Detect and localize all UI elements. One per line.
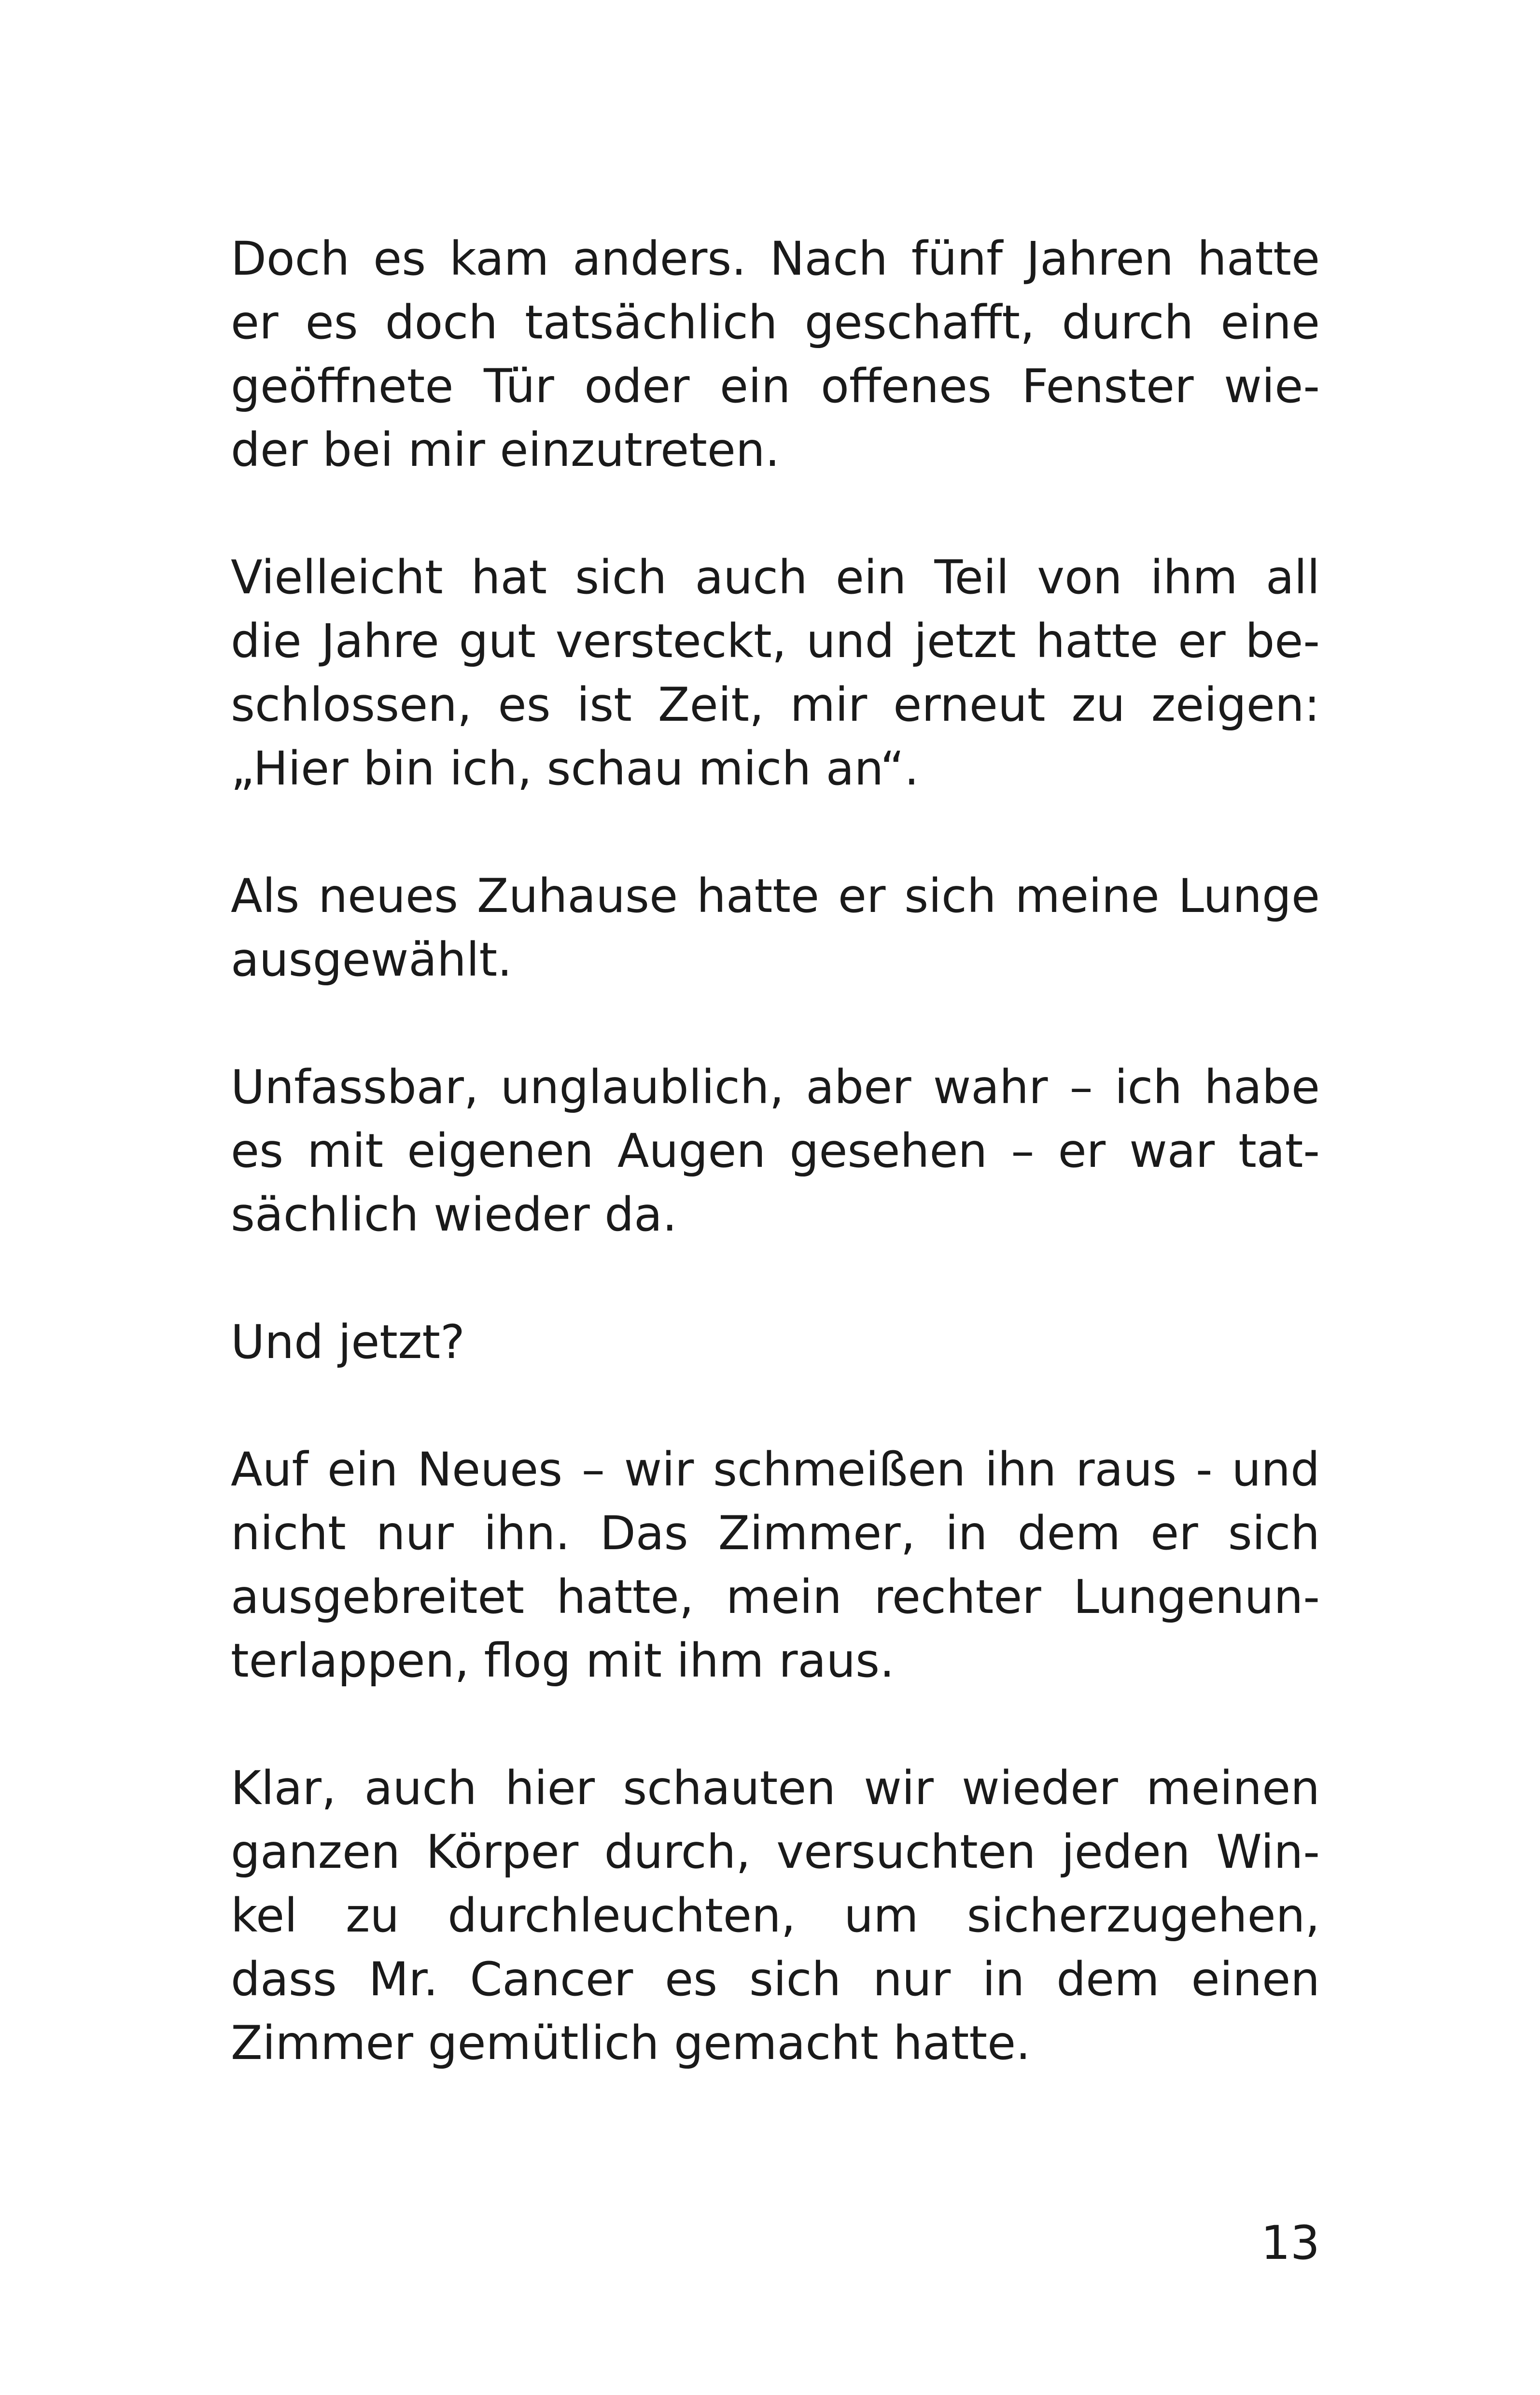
- text-line: ausgebreitet hatte, mein rechter Lungenun-: [231, 1570, 1320, 1624]
- paragraph: [231, 1756, 1320, 2075]
- text-line: ausgewählt.: [231, 933, 512, 987]
- text-line: ganzen Körper durch, versuchten jeden Win-: [231, 1825, 1320, 1879]
- text-line: Vielleicht hat sich auch ein Teil von ihm all: [231, 550, 1320, 604]
- text-line: Und jetzt?: [231, 1315, 465, 1369]
- text-line: terlappen, flog mit ihm raus.: [231, 1634, 895, 1688]
- text-line: Klar, auch hier schauten wir wieder meinen: [231, 1761, 1320, 1815]
- text-line: er es doch tatsächlich geschafft, durch eine: [231, 295, 1320, 350]
- paragraph: [231, 227, 1320, 482]
- text-line: kel zu durchleuchten, um sicherzugehen,: [231, 1889, 1320, 1943]
- text-line: Zimmer gemütlich gemacht hatte.: [231, 2016, 1031, 2070]
- paragraph: [231, 546, 1320, 800]
- text-line: es mit eigenen Augen gesehen – er war tat-: [231, 1124, 1320, 1178]
- text-line: schlossen, es ist Zeit, mir erneut zu zeigen:: [231, 678, 1320, 732]
- text-line: geöffnete Tür oder ein offenes Fenster wie-: [231, 359, 1320, 413]
- text-line: Als neues Zuhause hatte er sich meine Lunge: [231, 869, 1320, 923]
- paragraph: [231, 1438, 1320, 1693]
- paragraph: [231, 864, 1320, 992]
- text-line: sächlich wieder da.: [231, 1188, 677, 1242]
- paragraph: [231, 1055, 1320, 1247]
- text-line: Unfassbar, unglaublich, aber wahr – ich habe: [231, 1060, 1320, 1114]
- text-line: der bei mir einzutreten.: [231, 423, 780, 477]
- text-line: dass Mr. Cancer es sich nur in dem einen: [231, 1952, 1320, 2006]
- text-line: nicht nur ihn. Das Zimmer, in dem er sich: [231, 1506, 1320, 1560]
- text-line: die Jahre gut versteckt, und jetzt hatte er be-: [231, 614, 1320, 668]
- paragraph: [231, 1310, 1320, 1374]
- text-line: Auf ein Neues – wir schmeißen ihn raus - und: [231, 1443, 1320, 1497]
- text-line: „Hier bin ich, schau mich an“.: [231, 742, 919, 796]
- text-line: Doch es kam anders. Nach fünf Jahren hatte: [231, 232, 1320, 286]
- body-text: [231, 227, 1320, 2139]
- page-number: 13: [1260, 2216, 1320, 2270]
